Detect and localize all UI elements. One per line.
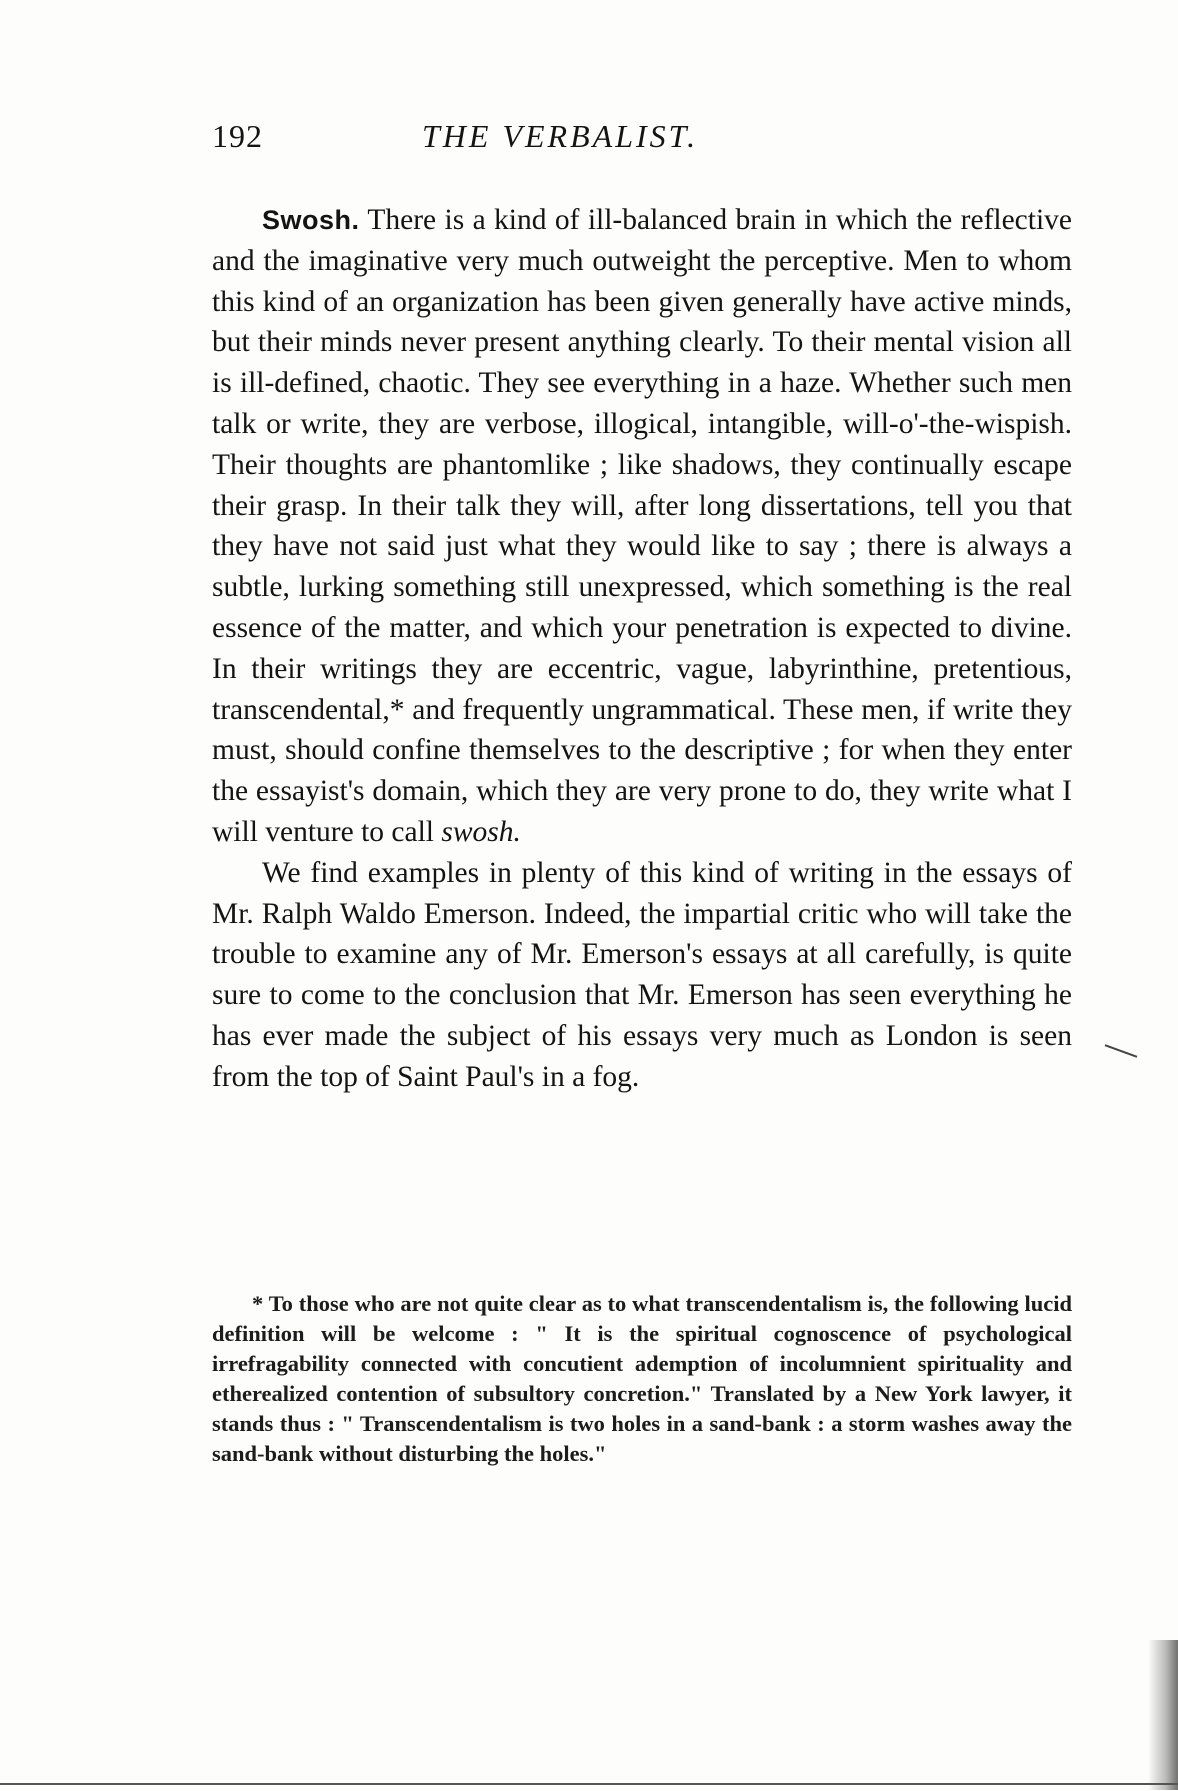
entry-paragraph-2 [212, 853, 1072, 1098]
running-title: THE VERBALIST. [422, 118, 699, 154]
entry-paragraph-1 [212, 200, 1072, 853]
entry-paragraph-2-text: We find examples in plenty of this kind of writing in the essays of Mr. Ralph Waldo Emerson. Indeed, the impartial critic who will take the trouble to examine any of Mr. Emerson's essays at all carefully, is quite sure to come to the conclusion that Mr. Emerson has seen everything he has ever made the subject of his essays very much as London is seen from the top of Saint Paul's in a fog. [212, 856, 1072, 1093]
entry-body [212, 200, 1072, 1098]
footnote [212, 1289, 1072, 1469]
page-bottom-edge [0, 1783, 1178, 1785]
page-edge-shadow [1148, 1640, 1178, 1790]
entry-headword: Swosh. [262, 205, 360, 235]
page-number: 192 [212, 118, 263, 154]
entry-paragraph-1-text: There is a kind of ill-balanced brain in which the reflective and the imaginative very much outweight the perceptive. Men to whom this kind of an organization has been given generally have active minds, but their minds never present anything clearly. To their mental vision all is ill-defined, chaotic. They see everything in a haze. Whether such men talk or write, they are verbose, illogical, intangible, will-o'-the-wispish. Their thoughts are phantomlike ; like shadows, they continually escape their grasp. In their talk they will, after long dissertations, tell you that they have not said just what they would like to say ; there is always a subtle, lurking something still unexpressed, which something is the real essence of the matter, and which your penetration is expected to divine. In their writings they are eccentric, vague, labyrinthine, pretentious, transcendental,* and frequently ungrammatical. These men, if write they must, should confine themselves to the descriptive ; for when they enter the essayist's domain, which they are very prone to do, they write what I will venture to call [212, 204, 1073, 848]
entry-italic-term: swosh. [441, 815, 521, 848]
running-head [212, 118, 1072, 168]
margin-pencil-mark [1105, 1044, 1138, 1058]
footnote-text: * To those who are not quite clear as to what transcendentalism is, the following lucid definition will be welcome : " It is the spiritual cognoscence of psychological irrefragability connected with concutient ademption of incolumnient spirituality and etherealized contention of subsultory concretion." Translated by a New York lawyer, it stands thus : " Transcendentalism is two holes in a sand-bank : a storm washes away the sand-bank without disturbing the holes." [212, 1291, 1072, 1466]
